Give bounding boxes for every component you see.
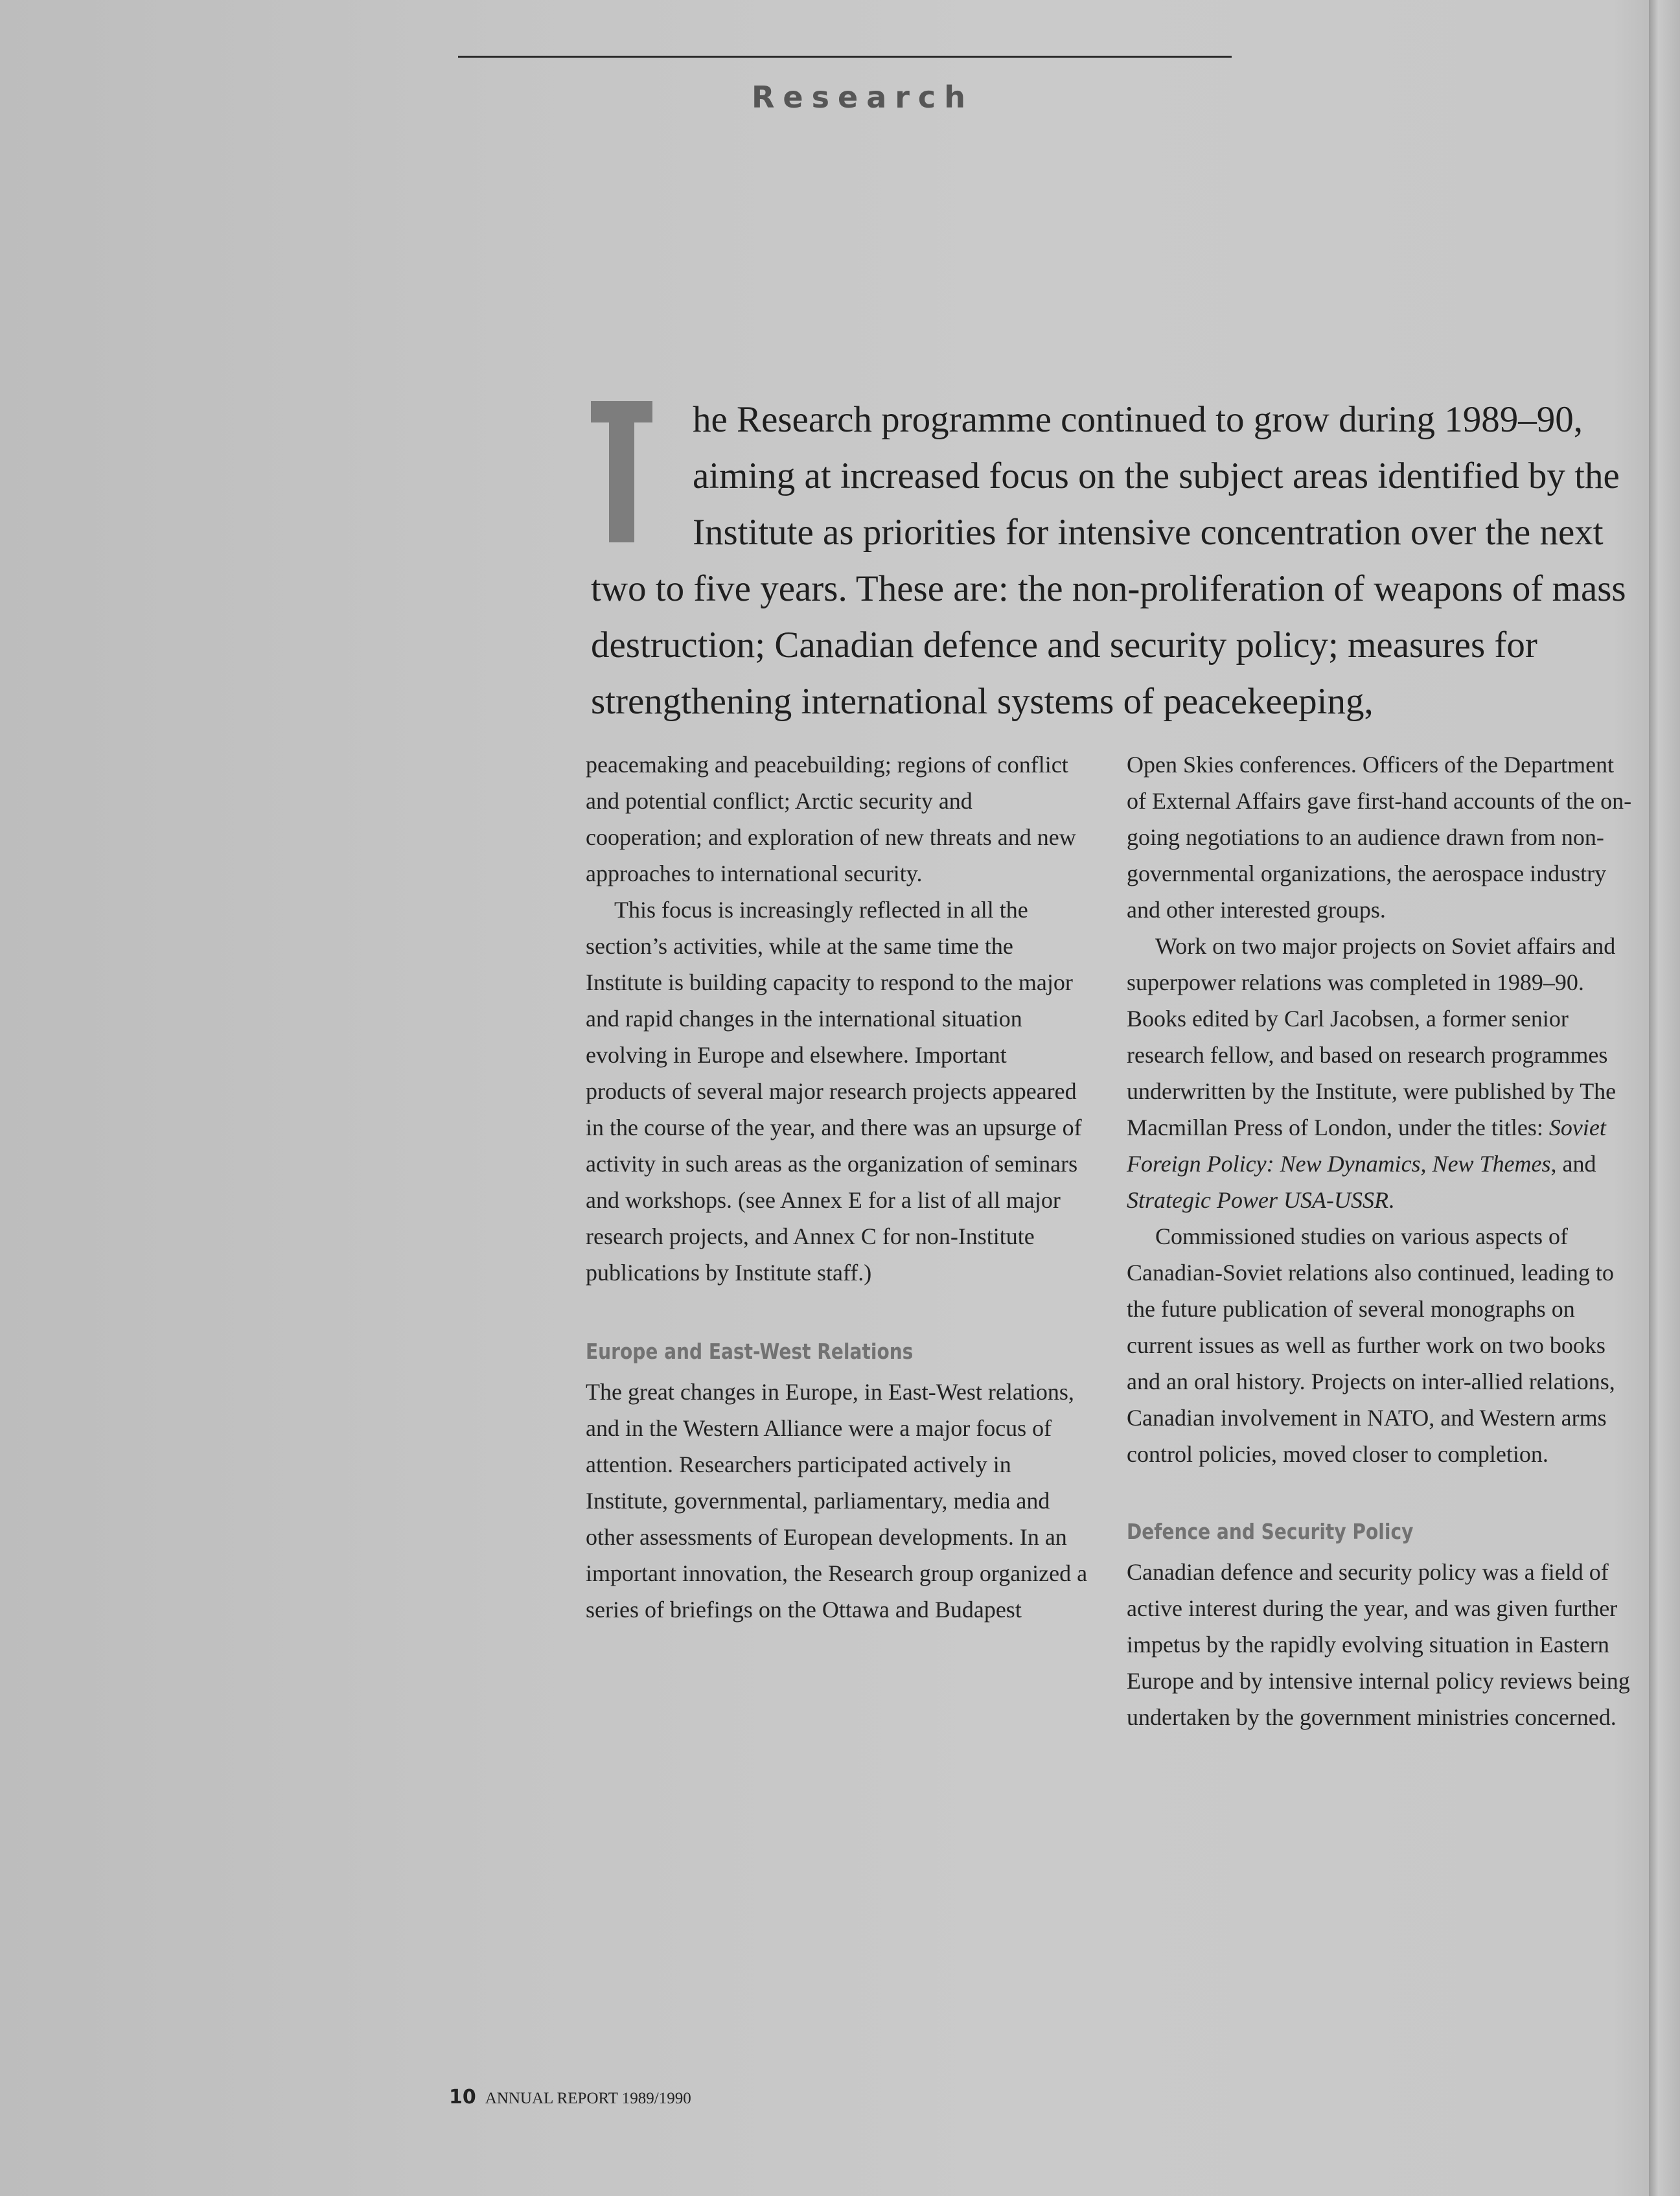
left-paragraph-3: The great changes in Europe, in East-West relations, and in the Western Alliance were a major focus of attention. Researchers participated actively in Institute, governmental, parliamentary, media and other assessments of European developments. In an important innovation, the Research group organized a series of briefings on the Ottawa and Budapest (586, 1379, 1088, 1623)
page-number: 10 (449, 2086, 476, 2109)
page-binding-shadow (1649, 0, 1680, 2196)
left-paragraph-2: This focus is increasingly reflected in all the section’s activities, while at the same time the Institute is building capacity to respond to the major and rapid changes in the international situation evolving in Europe and elsewhere. Important products of several major research projects appeared in the course of the year, and there was an upsurge of activity in such areas as the organization of seminars and workshops. (see Annex E for a list of all major research projects, and Annex C for non-Institute publications by Institute staff.) (586, 897, 1082, 1286)
right-column (1127, 746, 1632, 1735)
right-paragraph-2-end: . (1388, 1187, 1394, 1213)
drop-cap-stem (609, 422, 634, 542)
right-paragraph-1: Open Skies conferences. Officers of the Department of External Affairs gave first-hand accounts of the on-going negotiations to an audience drawn from non-governmental organizations, the aerospace industry and other interested groups. (1127, 752, 1632, 923)
drop-cap (591, 401, 652, 542)
drop-cap-bar (591, 401, 652, 422)
book-title-strategic-power: Strategic Power USA-USSR (1127, 1187, 1388, 1213)
right-paragraph-2 (1127, 928, 1632, 1218)
lead-paragraph (591, 391, 1628, 730)
right-paragraph-4: Canadian defence and security policy was a field of active interest during the year, and was given further impetus by the rapidly evolving situation in Eastern Europe and by intensive internal policy reviews being undertaken by the government ministries concerned. (1127, 1559, 1630, 1730)
report-label: ANNUAL REPORT 1989/1990 (485, 2090, 691, 2107)
header-rule (458, 56, 1232, 58)
right-paragraph-2-mid: , and (1550, 1151, 1596, 1177)
left-paragraph-1: peacemaking and peacebuilding; regions of conflict and potential conflict; Arctic security and cooperation; and exploration of new threats and new approaches to international security. (586, 752, 1076, 886)
page-footer (449, 2087, 691, 2109)
right-paragraph-2-start: Work on two major projects on Soviet affairs and superpower relations was completed in 1989–90. Books edited by Carl Jacobsen, a former senior research fellow, and based on research programmes underwritten by the Institute, were published by The Macmillan Press of London, under the titles: (1127, 933, 1617, 1140)
lead-text: he Research programme continued to grow during 1989–90, aiming at increased focus on the subject areas identified by the Institute as priorities for intensive concentration over the next two to five years. These are: the non-proliferation of weapons of mass destruction; Canadian defence and security policy; measures for strengthening international systems of peacekeeping, (591, 399, 1626, 722)
heading-europe-east-west: Europe and East-West Relations (586, 1339, 914, 1364)
left-column (586, 746, 1091, 1628)
right-paragraph-3: Commissioned studies on various aspects of Canadian-Soviet relations also continued, leading to the future publication of several monographs on current issues as well as further work on two books and an oral history. Projects on inter-allied relations, Canadian involvement in NATO, and Western arms control policies, moved closer to completion. (1127, 1223, 1615, 1467)
heading-defence-security: Defence and Security Policy (1127, 1519, 1414, 1544)
book-title-soviet-foreign-policy: Soviet Foreign Policy: New Dynamics, New Themes (1127, 1115, 1606, 1177)
section-title: Research (752, 80, 974, 115)
